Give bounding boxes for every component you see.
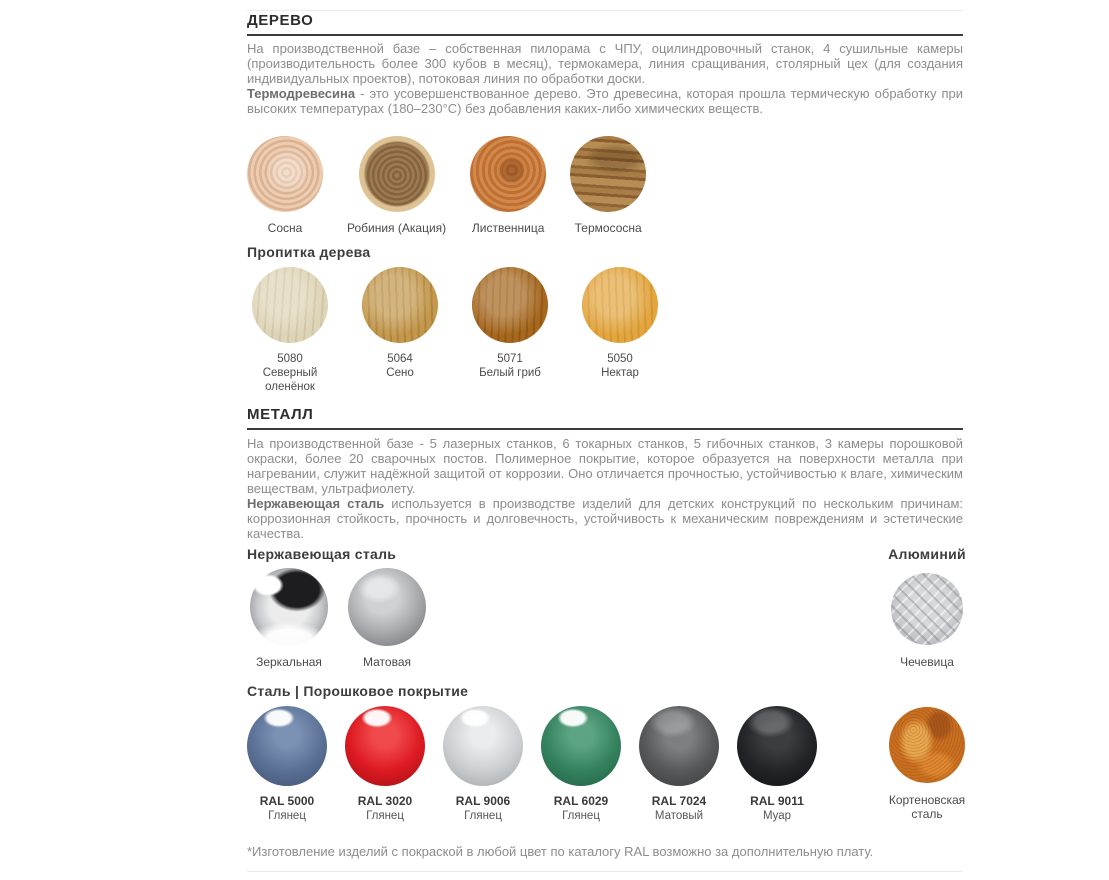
wood-sample-label: Лиственница	[471, 221, 545, 235]
ral-finish: Глянец	[562, 810, 600, 822]
aluminum-title: Алюминий	[888, 546, 966, 562]
color-swatch-5071	[472, 267, 548, 343]
thermo-pine-swatch	[570, 136, 646, 212]
stainless-finish-label: Зеркальная	[256, 655, 322, 669]
thermo-lead: Термодревесина	[247, 86, 356, 101]
impregnation-color-5064	[357, 267, 443, 394]
ral-9006-sphere	[443, 706, 523, 786]
ral-finish: Матовый	[654, 810, 704, 822]
ral-code: RAL 7024	[651, 794, 707, 808]
impregnation-code: 5064	[387, 353, 413, 365]
wood-thermo-paragraph	[247, 86, 963, 116]
color-swatch-5064	[362, 267, 438, 343]
impregnation-colors-row	[247, 267, 663, 394]
diamond-plate-swatch	[891, 573, 963, 645]
impregnation-code: 5050	[607, 353, 633, 365]
stainless-finishes-row	[250, 568, 426, 669]
wood-intro-paragraph	[247, 41, 963, 86]
impregnation-title: Пропитка дерева	[247, 244, 371, 260]
stainless-title: Нержавеющая сталь	[247, 546, 397, 562]
powder-coating-title: Сталь | Порошковое покрытие	[247, 683, 469, 699]
matte-steel-sphere	[348, 568, 426, 646]
metal-section-title: МЕТАЛЛ	[247, 406, 963, 430]
stainless-text: используется в производстве изделий для детских конструкций по нескольким причинам: коррозионная стойкость, прочность и долговечность, устойчивость к механическим повреждениям и эстетические качества.	[247, 496, 964, 541]
ral-finish: Глянец	[366, 810, 404, 822]
ral-finish: Муар	[762, 810, 792, 822]
thermo-text: - это усовершенствованное дерево. Это древесина, которая прошла термическую обработку при высоких температурах (180–230°С) без добавления каких-либо химических веществ.	[247, 86, 963, 116]
impregnation-name: Северный оленёнок	[262, 367, 318, 393]
metal-intro-block	[247, 436, 963, 541]
top-divider	[247, 10, 963, 11]
ral-footnote: *Изготовление изделий с покраской в любой цвет по каталогу RAL возможно за дополнительную плату.	[247, 844, 874, 859]
corten-group	[875, 707, 979, 821]
impregnation-name: Сено	[386, 367, 414, 379]
aluminum-group	[875, 546, 979, 669]
wood-intro-text: На производственной базе – собственная пилорама с ЧПУ, оцилиндровочный станок, 4 сушильные камеры (производительность более 300 кубов в месяц), термокамера, линия сращивания, столярный цех (для создания индивидуальных проектов), потоковая линия по обработки доски.	[247, 41, 963, 86]
ral-6029-sphere	[541, 706, 621, 786]
mirror-steel-sphere	[250, 568, 328, 646]
stainless-matte	[348, 568, 426, 669]
impregnation-color-5071	[467, 267, 553, 394]
bottom-divider	[247, 871, 963, 872]
ral-colors-row	[247, 706, 817, 823]
wood-section-title: ДЕРЕВО	[247, 12, 963, 36]
ral-3020-sphere	[345, 706, 425, 786]
impregnation-code: 5071	[497, 353, 523, 365]
wood-samples-row	[247, 136, 646, 235]
impregnation-name: Белый гриб	[479, 367, 541, 379]
metal-intro-text: На производственной базе - 5 лазерных станков, 6 токарных станков, 5 гибочных станков, 3 камеры порошковой окраски, более 20 сварочных постов. Полимерное покрытие, которое образуется на поверхности металла при нагревании, служит надёжной защитой от коррозии. Оно отличается прочностью, устойчивостью к влаге, химическим веществам, ультрафиолету.	[247, 436, 963, 496]
ral-color-7024	[639, 706, 719, 823]
ral-finish: Глянец	[464, 810, 502, 822]
stainless-finish-label: Матовая	[363, 655, 411, 669]
metal-intro-paragraph	[247, 436, 963, 496]
ral-code: RAL 9006	[455, 794, 511, 808]
robinia-cut-swatch	[359, 136, 435, 212]
ral-color-9006	[443, 706, 523, 823]
impregnation-code: 5080	[277, 353, 303, 365]
impregnation-color-5050	[577, 267, 663, 394]
ral-color-9011	[737, 706, 817, 823]
impregnation-name: Нектар	[601, 367, 639, 379]
ral-7024-sphere	[639, 706, 719, 786]
stainless-lead: Нержавеющая сталь	[247, 496, 385, 511]
ral-code: RAL 6029	[553, 794, 609, 808]
wood-sample-label: Робиния (Акация)	[347, 221, 447, 235]
ral-5000-sphere	[247, 706, 327, 786]
corten-label: Кортеновская сталь	[888, 793, 966, 821]
aluminum-finish-label: Чечевица	[900, 655, 954, 669]
ral-code: RAL 3020	[357, 794, 413, 808]
impregnation-color-5080	[247, 267, 333, 394]
larch-cut-swatch	[470, 136, 546, 212]
color-swatch-5080	[252, 267, 328, 343]
wood-intro-block	[247, 41, 963, 116]
wood-sample-larch	[470, 136, 546, 235]
wood-sample-label: Сосна	[267, 221, 303, 235]
ral-finish: Глянец	[268, 810, 306, 822]
ral-color-6029	[541, 706, 621, 823]
wood-sample-pine	[247, 136, 323, 235]
stainless-mirror	[250, 568, 328, 669]
ral-code: RAL 9011	[750, 794, 804, 808]
ral-9011-sphere	[737, 706, 817, 786]
ral-code: RAL 5000	[259, 794, 315, 808]
color-swatch-5050	[582, 267, 658, 343]
wood-sample-thermo-pine	[570, 136, 646, 235]
rust-texture-swatch	[889, 707, 965, 783]
metal-stainless-paragraph	[247, 496, 963, 541]
wood-sample-robinia	[347, 136, 446, 235]
pine-cut-swatch	[247, 136, 323, 212]
ral-color-3020	[345, 706, 425, 823]
wood-sample-label: Термососна	[574, 221, 642, 235]
ral-color-5000	[247, 706, 327, 823]
